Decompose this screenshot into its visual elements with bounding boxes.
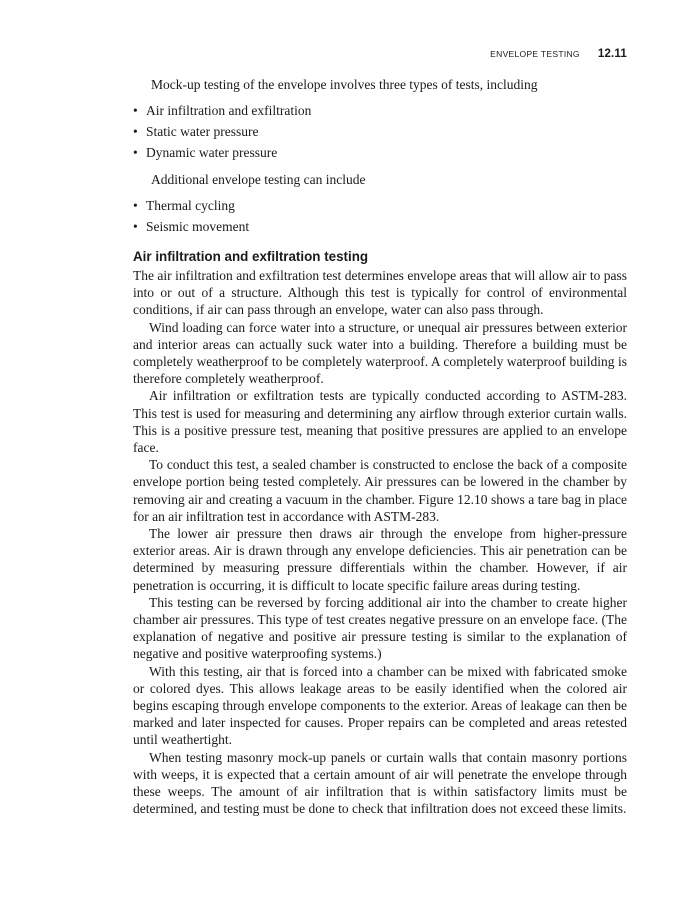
- running-header: [490, 48, 627, 60]
- paragraph: To conduct this test, a sealed chamber is constructed to enclose the back of a composite envelope portion being tested completely. Air pressures can be lowered in the chamber by removing air and creating a vacuum in the chamber. Figure 12.10 shows a tare bag in place for an air infiltration test in accordance with ASTM-283.: [133, 457, 627, 524]
- paragraph: The lower air pressure then draws air through the envelope from higher-pressure exterior areas. Air is drawn through any envelope deficiencies. This air penetration can be determined by measuring pressure differentials within the chamber. However, if air penetration is occurring, it is difficult to locate specific failure areas during testing.: [133, 525, 627, 593]
- paragraph: The air infiltration and exfiltration test determines envelope areas that will allow air to pass into or out of a structure. Although this test is typically for control of environmental conditions, if air can pass through an envelope, water can also pass through.: [133, 267, 627, 318]
- page-number: 12.11: [597, 48, 627, 60]
- list-item: [133, 123, 627, 140]
- list-item: [133, 197, 627, 214]
- paragraph: With this testing, air that is forced into a chamber can be mixed with fabricated smoke or colored dyes. This allows leakage areas to be easily identified when the colored air begins escaping through envelope components to the exterior. Areas of leakage can then be marked and later inspected for causes. Proper repairs can be completed and areas retested until weathertight.: [133, 663, 627, 748]
- bullet-icon: •: [133, 103, 138, 119]
- bullet-icon: •: [133, 218, 138, 234]
- list-item-text: Thermal cycling: [146, 198, 235, 214]
- list-item-text: Static water pressure: [146, 123, 259, 139]
- additional-intro: Additional envelope testing can include: [151, 171, 366, 187]
- intro-sentence: Mock-up testing of the envelope involves three types of tests, including: [151, 77, 538, 92]
- paragraph: This testing can be reversed by forcing additional air into the chamber to create higher chamber air pressures. This type of test creates negative pressure on an envelope face. (The explanation of negative and positive air pressure testing is similar to the explanation of negative and positive waterproofing systems.): [133, 594, 627, 662]
- bullet-icon: •: [133, 123, 138, 139]
- additional-tests-list: [133, 197, 627, 235]
- paragraph: Air infiltration or exfiltration tests are typically conducted according to ASTM-283. This test is used for measuring and determining any airflow through exterior curtain walls. This is a positive pressure test, meaning that positive pressures are applied to an envelope face.: [133, 388, 627, 455]
- list-item: [133, 218, 627, 235]
- paragraph: When testing masonry mock-up panels or curtain walls that contain masonry portions with weeps, it is expected that a certain amount of air will penetrate the envelope through these weeps. The amount of air infiltration that is within satisfactory limits must be determined, and testing must be done to check that infiltration does not exceed these limits.: [133, 749, 627, 817]
- list-item: [133, 144, 627, 161]
- paragraph: Wind loading can force water into a structure, or unequal air pressures between exterior and interior areas can actually suck water into a building. Therefore a building must be completely weatherproof to be completely waterproof. A completely waterproof building is therefore completely weatherproof.: [133, 319, 627, 387]
- list-item-text: Air infiltration and exfiltration: [146, 103, 312, 119]
- list-item: [133, 102, 627, 119]
- test-types-list: [133, 102, 627, 161]
- bullet-icon: •: [133, 198, 138, 214]
- body-text: [133, 76, 627, 817]
- bullet-icon: •: [133, 144, 138, 160]
- list-item-text: Seismic movement: [146, 218, 250, 234]
- section-heading: Air infiltration and exfiltration testing: [133, 248, 369, 264]
- list-item-text: Dynamic water pressure: [146, 144, 278, 160]
- running-title: ENVELOPE TESTING: [490, 49, 580, 59]
